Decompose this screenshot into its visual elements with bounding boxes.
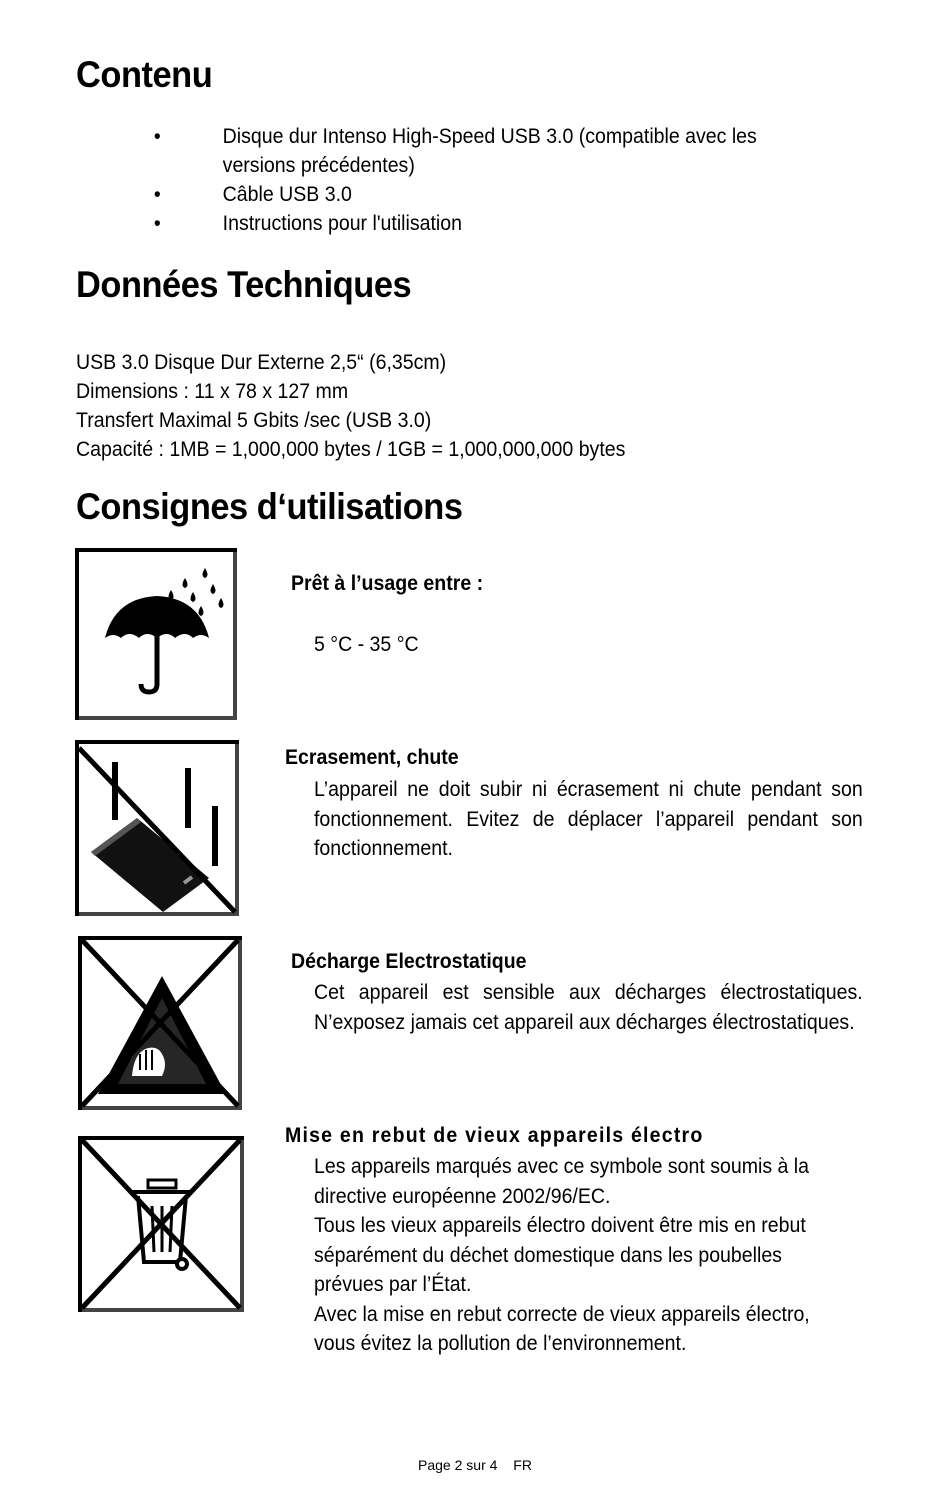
electrostatic-warning-icon [78, 936, 244, 1112]
crush-fall-text: L’appareil ne doit subir ni écrasement ni chute pendant son fonctionnement. Evitez de déplacer l’appareil pendant son fonctionnement. [314, 778, 863, 860]
temperature-range: 5 °C - 35 °C [314, 633, 419, 656]
spec-line: Capacité : 1MB = 1,000,000 bytes / 1GB = 1,000,000,000 bytes [76, 438, 626, 461]
heading-contenu: Contenu [76, 54, 213, 95]
disposal-line: Tous les vieux appareils électro doivent être mis en rebut [314, 1214, 806, 1237]
crush-fall-title: Ecrasement, chute [285, 746, 459, 769]
page-number: Page 2 sur 4 [418, 1457, 498, 1473]
disposal-title: Mise en rebut de vieux appareils électro [285, 1124, 704, 1147]
list-item: • Disque dur Intenso High-Speed USB 3.0 (compatible avec les versions précédentes) [152, 122, 803, 180]
heading-consignes: Consignes d‘utilisations [76, 486, 463, 527]
no-crush-fall-icon [75, 740, 241, 918]
bullet-icon: • [153, 212, 161, 235]
specs-list [76, 348, 783, 464]
bullet-icon: • [153, 183, 161, 206]
electrostatic-title: Décharge Electrostatique [291, 950, 527, 973]
crossed-bin-weee-icon [78, 1136, 246, 1314]
spec-line: Dimensions : 11 x 78 x 127 mm [76, 380, 349, 403]
disposal-line: vous évitez la pollution de l’environnement. [314, 1332, 687, 1355]
page-footer [0, 1457, 950, 1473]
disposal-line: Les appareils marqués avec ce symbole sont soumis à la [314, 1155, 810, 1178]
umbrella-rain-icon [75, 548, 239, 722]
list-item: • Instructions pour l'utilisation [152, 209, 803, 238]
heading-donnees-techniques: Données Techniques [76, 264, 412, 305]
language-code: FR [513, 1457, 532, 1473]
disposal-text [314, 1152, 863, 1359]
temperature-title: Prêt à l’usage entre : [291, 572, 484, 595]
spec-line: Transfert Maximal 5 Gbits /sec (USB 3.0) [76, 409, 432, 432]
electrostatic-text: Cet appareil est sensible aux décharges électrostatiques. N’exposez jamais cet appareil aux décharges électrostatiques. [314, 981, 863, 1034]
bullet-icon: • [153, 125, 161, 148]
disposal-line: séparément du déchet domestique dans les poubelles [314, 1243, 782, 1267]
disposal-line: directive européenne 2002/96/EC. [314, 1184, 611, 1208]
disposal-line: prévues par l’État. [314, 1273, 472, 1296]
list-item: • Câble USB 3.0 [152, 180, 803, 209]
spec-line: USB 3.0 Disque Dur Externe 2,5“ (6,35cm) [76, 351, 447, 374]
disposal-line: Avec la mise en rebut correcte de vieux appareils électro, [314, 1302, 810, 1326]
contents-list [152, 122, 803, 238]
